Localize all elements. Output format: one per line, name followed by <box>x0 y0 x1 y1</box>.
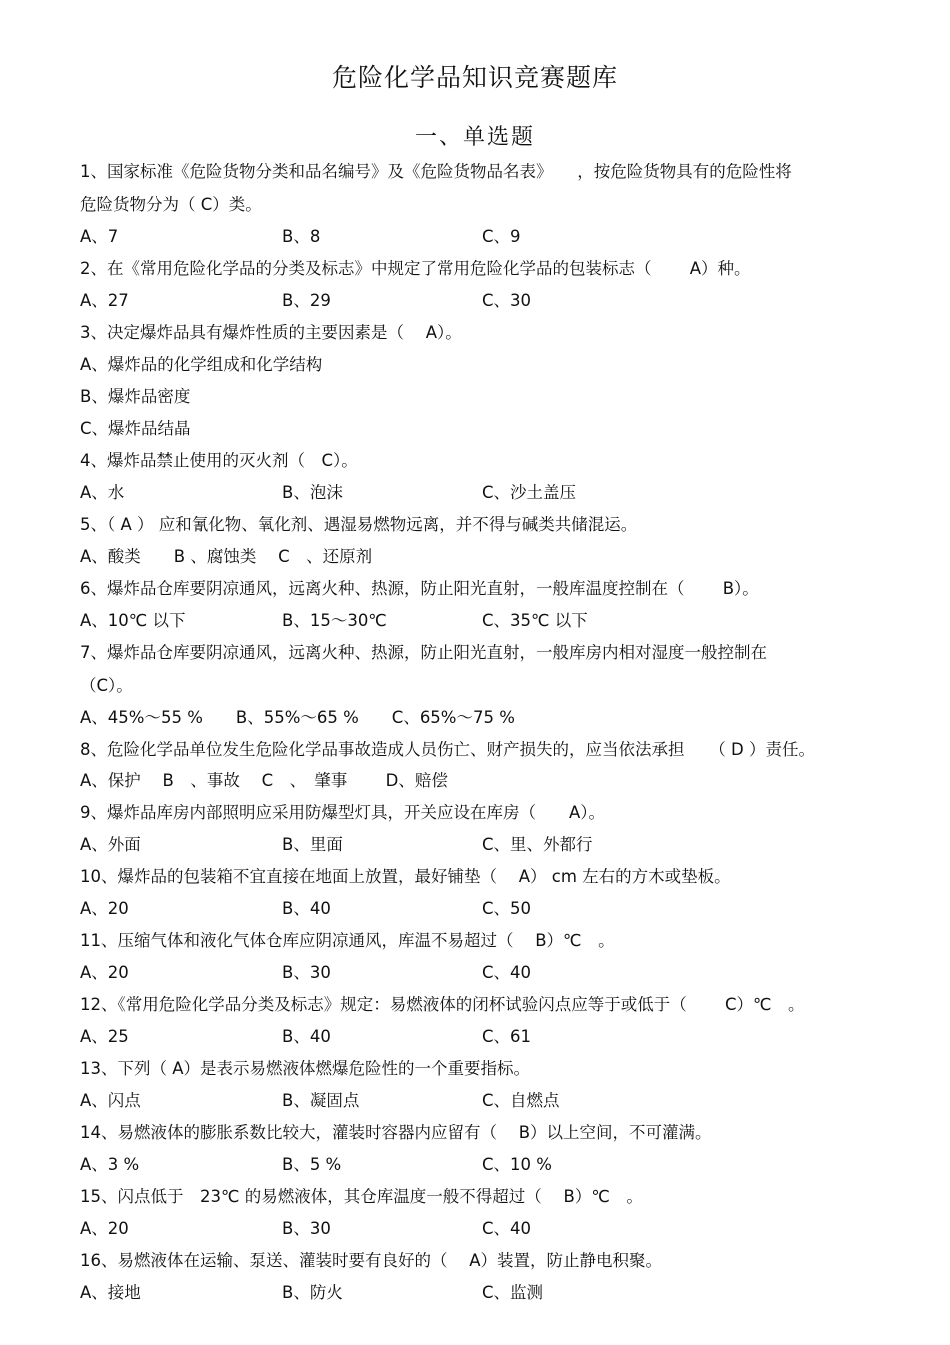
question-14-option-b: B、5 % <box>282 1155 342 1174</box>
question-8-line-1: 8、危险化学品单位发生危险化学品事故造成人员伤亡、财产损失的，应当依法承担 （ D ）责任。 <box>80 740 815 759</box>
question-10-option-c: C、50 <box>482 899 532 918</box>
question-3-line-1: 3、决定爆炸品具有爆炸性质的主要因素是（ A）。 <box>80 323 462 342</box>
question-4-line-1: 4、爆炸品禁止使用的灭火剂（ C）。 <box>80 451 358 470</box>
question-10-option-b: B、40 <box>282 899 331 918</box>
question-15-line-1: 15、闪点低于 23℃ 的易燃液体，其仓库温度一般不得超过（ B）℃ 。 <box>80 1187 643 1206</box>
question-8-options: A、保护 B 、事故 C 、 肇事 D、赔偿 <box>80 771 448 790</box>
question-16-option-a: A、接地 <box>80 1283 141 1302</box>
question-3-option-b: B、爆炸品密度 <box>80 387 191 406</box>
question-12-line-1: 12、《常用危险化学品分类及标志》规定：易燃液体的闭杯试验闪点应等于或低于（ C）℃ 。 <box>80 995 805 1014</box>
question-9-option-a: A、外面 <box>80 835 141 854</box>
question-14-line-1: 14、易燃液体的膨胀系数比较大，灌装时容器内应留有（ B）以上空间，不可灌满。 <box>80 1123 712 1142</box>
question-2-line-1: 2、在《常用危险化学品的分类及标志》中规定了常用危险化学品的包装标志（ A）种。 <box>80 259 751 278</box>
question-6-line-1: 6、爆炸品仓库要阴凉通风，远离火种、热源，防止阳光直射，一般库温度控制在（ B）。 <box>80 579 759 598</box>
question-15-option-c: C、40 <box>482 1219 532 1238</box>
question-10-line-1: 10、爆炸品的包装箱不宜直接在地面上放置，最好铺垫（ A） cm 左右的方木或垫板。 <box>80 867 731 886</box>
question-16-option-b: B、防火 <box>282 1283 343 1302</box>
question-1-option-b: B、8 <box>282 227 321 246</box>
question-4-option-b: B、泡沫 <box>282 483 343 502</box>
question-9-option-b: B、里面 <box>282 835 343 854</box>
question-9-line-1: 9、爆炸品库房内部照明应采用防爆型灯具，开关应设在库房（ A）。 <box>80 803 606 822</box>
question-6-option-c: C、35℃ 以下 <box>482 611 588 630</box>
question-12-option-a: A、25 <box>80 1027 129 1046</box>
question-6-option-a: A、10℃ 以下 <box>80 611 186 630</box>
question-14-option-c: C、10 % <box>482 1155 552 1174</box>
question-15-option-b: B、30 <box>282 1219 331 1238</box>
question-2-option-a: A、27 <box>80 291 129 310</box>
question-5-options: A、酸类 B 、腐蚀类 C 、还原剂 <box>80 547 373 566</box>
question-1-line-2: 危险货物分为（ C）类。 <box>80 195 262 214</box>
question-13-line-1: 13、下列（ A）是表示易燃液体燃爆危险性的一个重要指标。 <box>80 1059 531 1078</box>
question-7-line-1: 7、爆炸品仓库要阴凉通风，远离火种、热源，防止阳光直射，一般库房内相对湿度一般控制在 <box>80 643 767 662</box>
question-13-option-a: A、闪点 <box>80 1091 141 1110</box>
question-14-option-a: A、3 % <box>80 1155 140 1174</box>
question-3-option-a: A、爆炸品的化学组成和化学结构 <box>80 355 323 374</box>
question-16-line-1: 16、易燃液体在运输、泵送、灌装时要有良好的（ A）装置，防止静电积聚。 <box>80 1251 663 1270</box>
question-12-option-c: C、61 <box>482 1027 532 1046</box>
question-4-option-a: A、水 <box>80 483 125 502</box>
question-3-option-c: C、爆炸品结晶 <box>80 419 191 438</box>
question-2-option-c: C、30 <box>482 291 532 310</box>
question-1-option-a: A、7 <box>80 227 119 246</box>
question-10-option-a: A、20 <box>80 899 129 918</box>
question-6-option-b: B、15～30℃ <box>282 611 387 630</box>
question-13-option-c: C、自燃点 <box>482 1091 560 1110</box>
question-13-option-b: B、凝固点 <box>282 1091 360 1110</box>
question-1-line-1: 1、国家标准《危险货物分类和品名编号》及《危险货物品名表》 ，按危险货物具有的危险性将 <box>80 162 792 181</box>
question-16-option-c: C、监测 <box>482 1283 544 1302</box>
question-9-option-c: C、里、外都行 <box>482 835 593 854</box>
question-4-option-c: C、沙土盖压 <box>482 483 577 502</box>
question-1-option-c: C、9 <box>482 227 521 246</box>
question-12-option-b: B、40 <box>282 1027 331 1046</box>
question-7-line-2: （C）。 <box>80 676 133 695</box>
question-11-option-b: B、30 <box>282 963 331 982</box>
question-7-options: A、45%～55 % B、55%～65 % C、65%～75 % <box>80 708 515 727</box>
section-heading: 一、单选题 <box>414 125 535 150</box>
question-11-option-c: C、40 <box>482 963 532 982</box>
question-11-option-a: A、20 <box>80 963 129 982</box>
question-2-option-b: B、29 <box>282 291 331 310</box>
question-15-option-a: A、20 <box>80 1219 129 1238</box>
question-5-line-1: 5、（ A ） 应和氰化物、氧化剂、遇湿易燃物远离，并不得与碱类共储混运。 <box>80 515 638 534</box>
question-11-line-1: 11、压缩气体和液化气体仓库应阴凉通风，库温不易超过（ B）℃ 。 <box>80 931 615 950</box>
document-title: 危险化学品知识竞赛题库 <box>331 63 618 92</box>
